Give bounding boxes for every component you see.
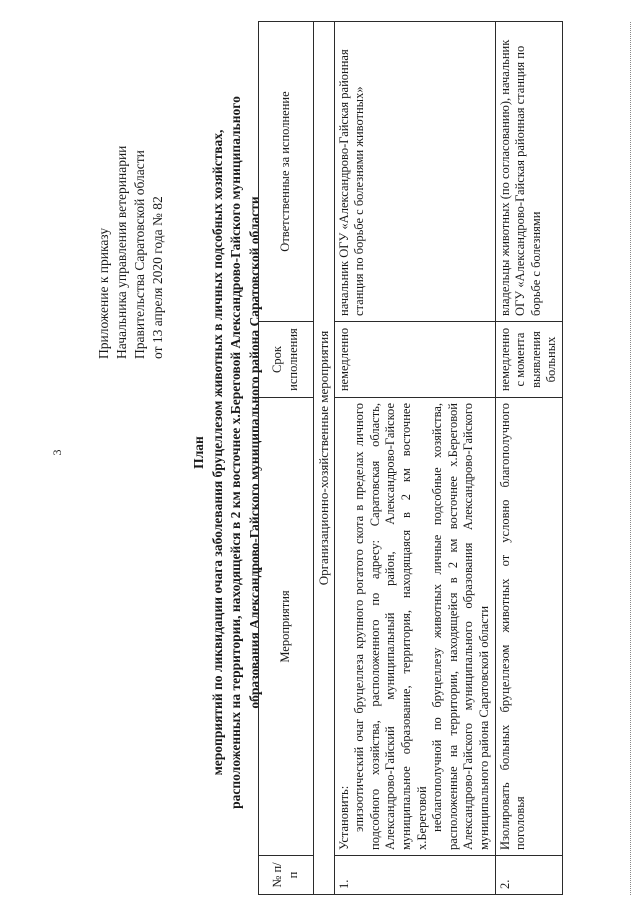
- plan-subtitle-line: мероприятий по ликвидации очага заболевания бруцеллезом животных в личных подсобных хозяйствах,: [209, 129, 225, 776]
- plan-header: [190, 0, 264, 905]
- section-row: [314, 22, 335, 895]
- measures-table: [258, 21, 563, 895]
- plan-title: План: [191, 436, 206, 469]
- plan-subtitle-line: расположенных на территории, находящейся в 2 км восточнее х.Береговой Александрово-Гайского муниципального: [228, 96, 243, 809]
- row-term: немедленно: [334, 322, 495, 398]
- row-measure: Изолировать больных бруцеллезом животных от условно благополучного поголовья: [495, 398, 562, 856]
- table-row: [495, 22, 562, 895]
- page-number: 3: [50, 449, 64, 456]
- section-title: Организационно-хозяйственные мероприятия: [314, 22, 335, 895]
- appendix-line: Правительства Саратовской области: [132, 150, 147, 359]
- header-responsible: Ответственные за исполнение: [259, 22, 314, 322]
- row-term: немедленно с момента выявления больных: [495, 322, 562, 398]
- measure-paragraph: эпизоотический очаг бруцеллеза крупного рогатого скота в пределах личного подсобного хозяйства, расположенного по адресу: Саратовская область, Александрово-Гайский муниципальный район, Александрово-Гайское муниципальное образование, территория, находящаяся в 2 км восточнее х.Береговой: [352, 403, 429, 850]
- header-term: Срок исполнения: [259, 322, 314, 398]
- measure-paragraph: неблагополучной по бруцеллезу животных личные подсобные хозяйства, расположенные на территории, находящейся в 2 км восточнее х.Береговой Александрово-Гайского муниципального образования Александрово-Гайского муниципального района Саратовской области: [430, 403, 491, 850]
- row-responsible: начальник ОГУ «Александрово-Гайская районная станция по борьбе с болезнями животных»: [334, 22, 495, 322]
- plan-subtitle-line: образования Александрово-Гайского муниципального района Саратовской области: [246, 196, 262, 709]
- appendix-block: [95, 146, 167, 359]
- row-measure: [334, 398, 495, 856]
- appendix-line: Приложение к приказу: [96, 227, 111, 359]
- row-num: 1.: [334, 856, 495, 895]
- row-responsible: владельцы животных (по согласованию), начальник ОГУ «Александрово-Гайская районная станция по борьбе с болезнями: [495, 22, 562, 322]
- table-row: [334, 22, 495, 895]
- table-header-row: [259, 22, 314, 895]
- page-edge-line: [630, 22, 631, 895]
- measure-lead: Установить:: [336, 785, 351, 850]
- appendix-line: от 13 апреля 2020 года № 82: [150, 196, 165, 359]
- header-measure: Мероприятия: [259, 398, 314, 856]
- appendix-line: Начальника управления ветеринарии: [114, 145, 129, 359]
- row-num: 2.: [495, 856, 562, 895]
- header-num: № п/п: [259, 856, 314, 895]
